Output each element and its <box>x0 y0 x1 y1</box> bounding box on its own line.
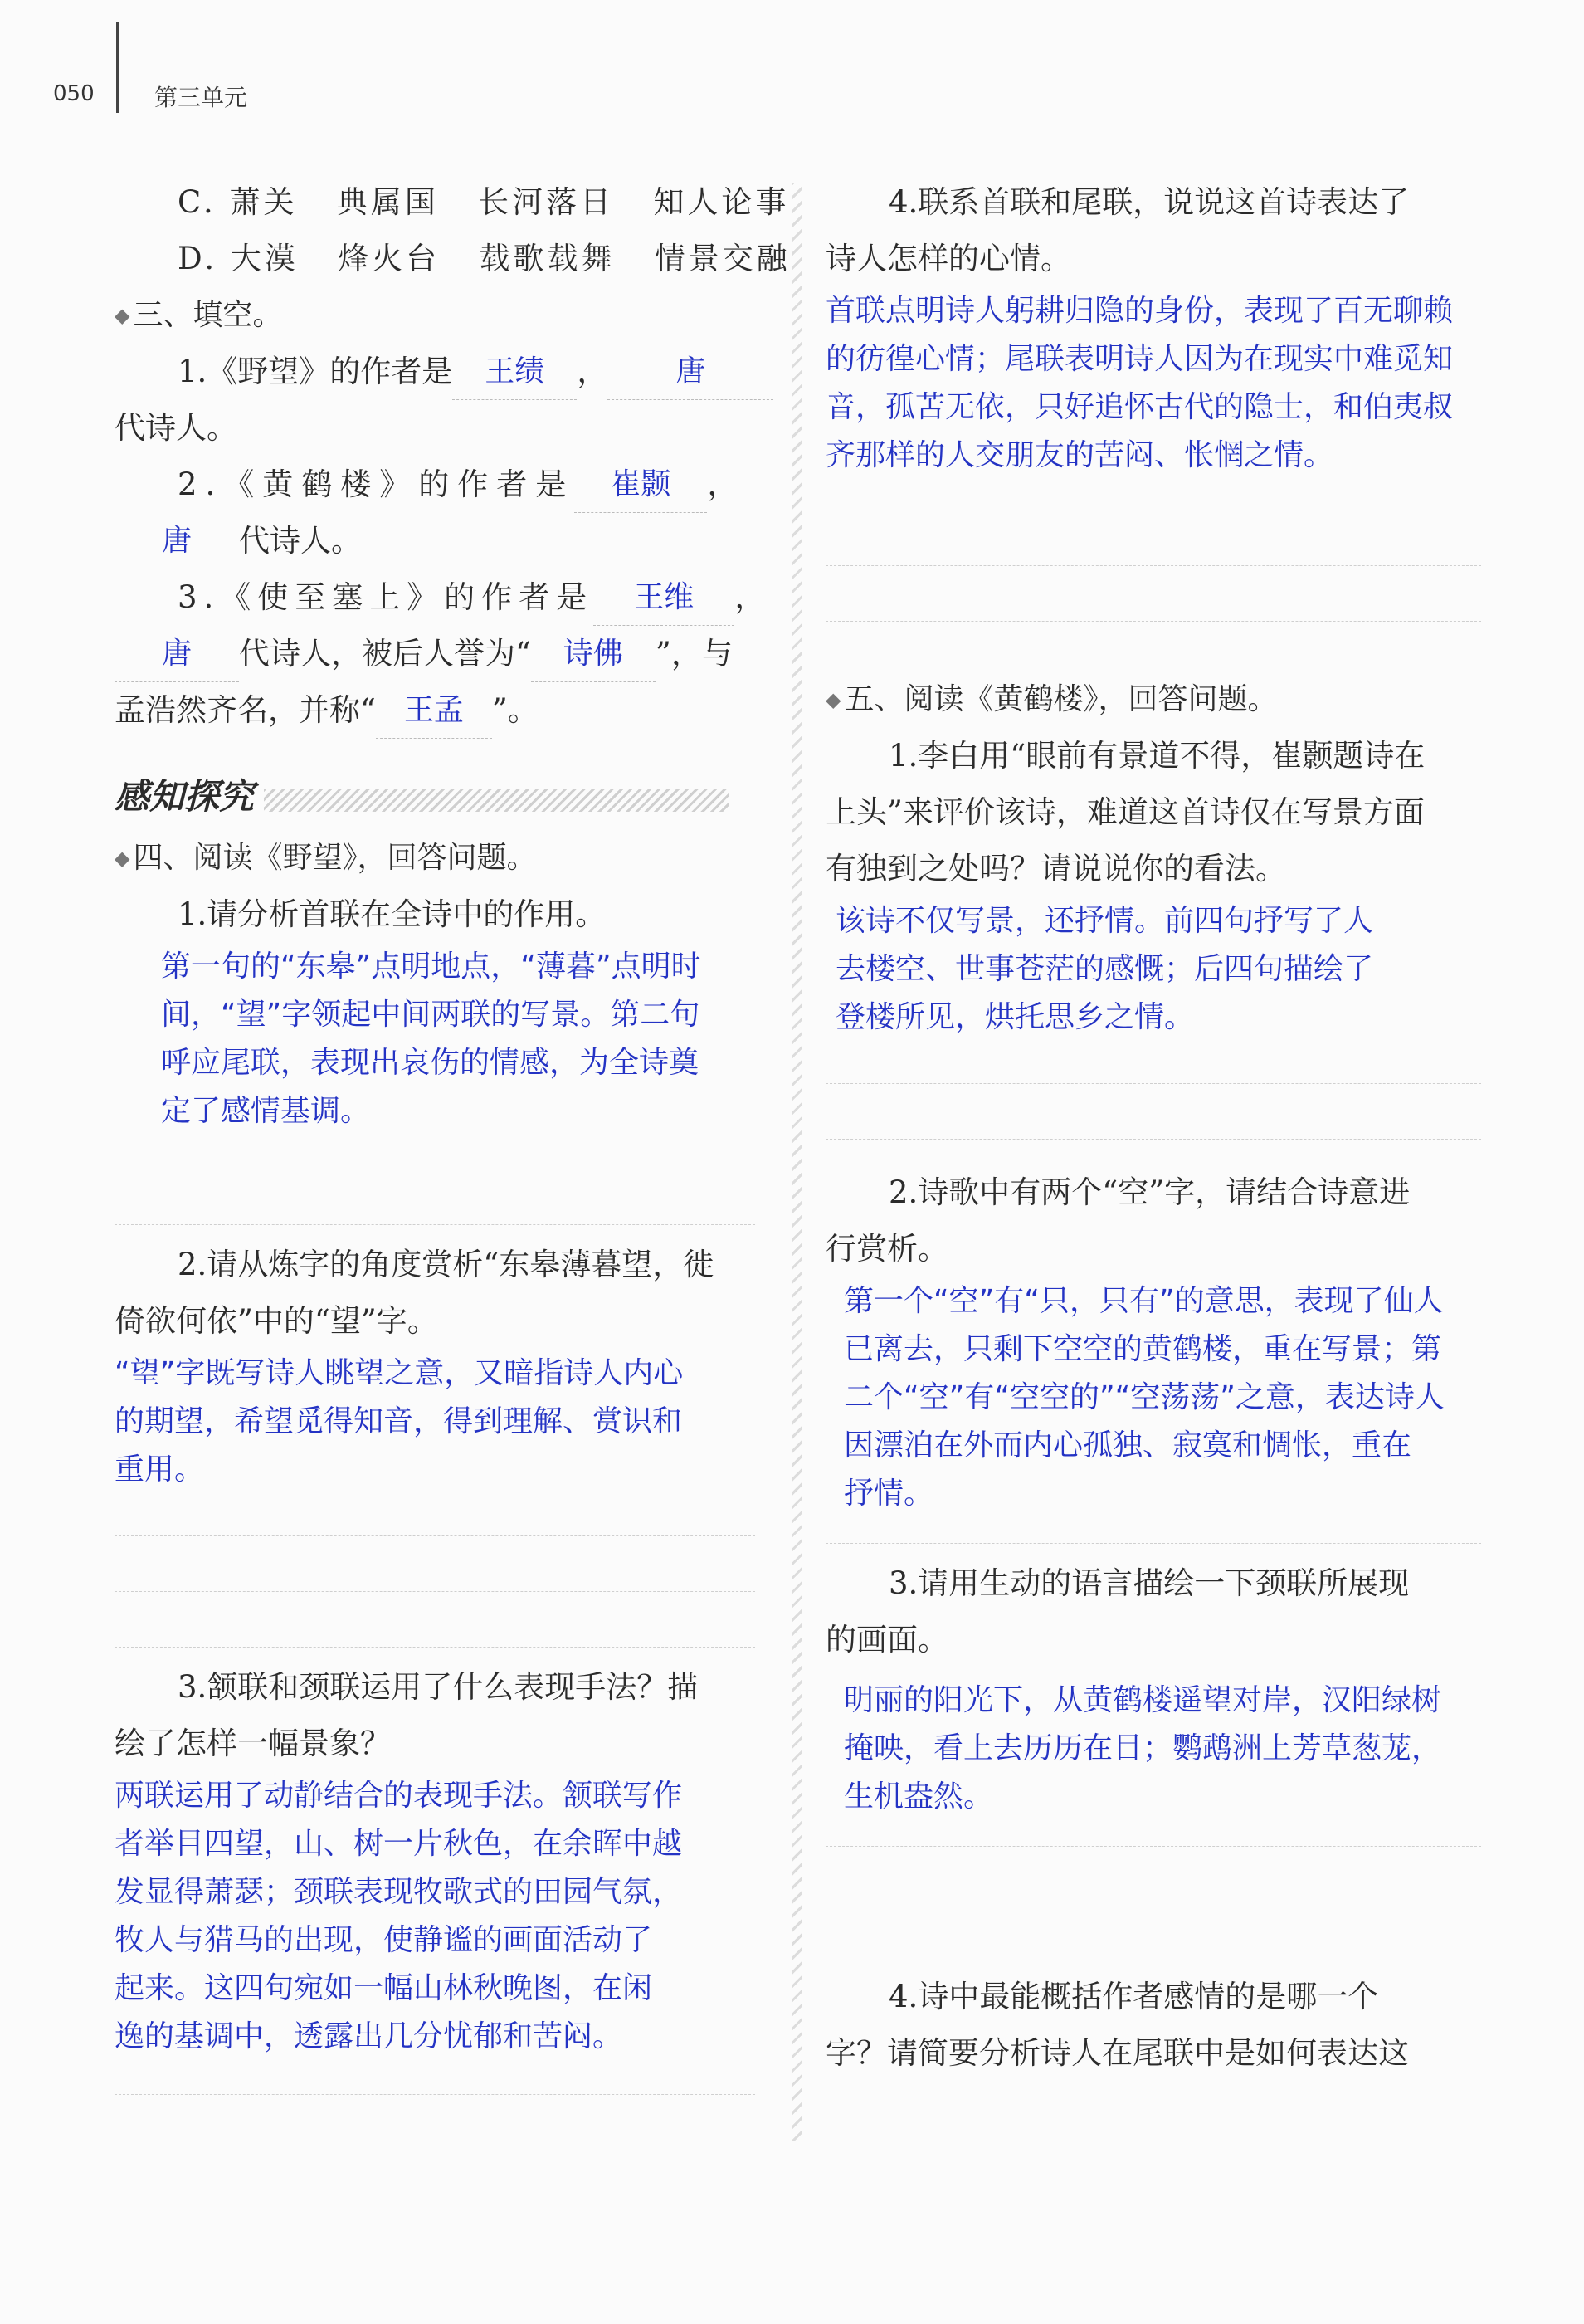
read1-a1: 第一句的“东皋”点明地点，“薄暮”点明时 间，“望”字领起中间两联的写景。第二句 呼应尾联，表现出哀伤的情感，为全诗奠 定了感情基调。 <box>161 950 701 1128</box>
fill-blank-author-3[interactable]: 王维 <box>593 580 734 626</box>
read1-q3-line1: 3.颔联和颈联运用了什么表现手法？描 <box>178 1669 699 1705</box>
fill-q2-cont: 唐 代诗人。 <box>115 513 755 569</box>
read2-section-heading: ◆ 五、阅读《黄鹤楼》，回答问题。 <box>826 682 1278 716</box>
read2-a3: 明丽的阳光下，从黄鹤楼遥望对岸，汉阳绿树 掩映，看上去历历在目；鹦鹉洲上芳草葱茏， 生机盎然。 <box>844 1683 1442 1814</box>
read2-q3-line2: 的画面。 <box>826 1622 948 1658</box>
fill-blank-author-2[interactable]: 崔颢 <box>574 467 707 513</box>
right-column <box>826 174 1481 2082</box>
fill-q3-cont: 唐 代诗人，被后人誉为“ 诗佛 ”，与 <box>115 626 755 682</box>
diamond-icon: ◆ <box>826 688 841 711</box>
option-c: C. 萧关 典属国 长河落日 知人论事 <box>178 184 790 220</box>
diamond-icon: ◆ <box>115 847 130 870</box>
read2-q4-line1: 4.诗中最能概括作者感情的是哪一个 <box>889 1979 1379 2014</box>
read2-q1-line2: 上头”来评价该诗，难道这首诗仅在写景方面 <box>826 794 1425 830</box>
read2-a1: 该诗不仅写景，还抒情。前四句抒写了人 去楼空、世事苍茫的感慨；后四句描绘了 登楼所见，烘托思乡之情。 <box>836 904 1374 1034</box>
read1-q2-line1: 2.请从炼字的角度赏析“东皋薄暮望，徙 <box>178 1247 714 1282</box>
read1-a4: 首联点明诗人躬耕归隐的身份，表现了百无聊赖 的彷徨心情；尾联表明诗人因为在现实中难觅知 音，孤苦无依，只好追怀古代的隐士，和伯夷叔 齐那样的人交朋友的苦闷、怅惘之情。 <box>826 294 1454 472</box>
header-divider <box>116 22 119 113</box>
fill-blank-author-1[interactable]: 王绩 <box>452 354 577 400</box>
heading-stripes <box>264 788 729 812</box>
fill-q1-cont: 代诗人。 <box>115 410 237 446</box>
read2-a2: 第一个“空”有“只，只有”的意思，表现了仙人 已离去，只剩下空空的黄鹤楼，重在写景；第 二个“空”有“空空的”“空荡荡”之意，表达诗人 因漂泊在外而内心孤独、寂寞和惆怅，重在 抒情。 <box>844 1284 1445 1511</box>
read1-q2-line2: 倚欲何依”中的“望”字。 <box>115 1303 438 1339</box>
fill-blank-pair[interactable]: 王孟 <box>376 693 492 739</box>
read1-section-heading: ◆ 四、阅读《野望》，回答问题。 <box>115 841 537 875</box>
read2-q1-line3: 有独到之处吗？请说说你的看法。 <box>826 851 1286 886</box>
read1-a2: “望”字既写诗人眺望之意，又暗指诗人内心 的期望，希望觅得知音，得到理解、赏识和 重用。 <box>115 1356 684 1487</box>
fill-blank-title[interactable]: 诗佛 <box>531 637 656 682</box>
read1-q3-line2: 绘了怎样一幅景象？ <box>115 1726 391 1761</box>
fill-blank-dynasty-2[interactable]: 唐 <box>115 524 239 569</box>
read1-q4-line1: 4.联系首联和尾联，说说这首诗表达了 <box>889 184 1410 220</box>
read2-q1-line1: 1.李白用“眼前有景道不得，崔颢题诗在 <box>889 738 1426 774</box>
fill-q1: 1.《野望》的作者是 王绩 ， 唐 <box>115 344 755 400</box>
read2-q3-line1: 3.请用生动的语言描绘一下颈联所展现 <box>889 1565 1410 1601</box>
column-divider <box>792 183 802 2141</box>
fill-q2: 2.《黄鹤楼》的作者是 崔颢 ， <box>115 456 755 513</box>
read2-q2-line1: 2.诗歌中有两个“空”字，请结合诗意进 <box>889 1174 1411 1210</box>
fill-section-heading: ◆ 三、填空。 <box>115 298 283 332</box>
read2-q2-line2: 行赏析。 <box>826 1231 948 1267</box>
perceive-heading: 感知探究 <box>115 764 755 830</box>
read1-a3: 两联运用了动静结合的表现手法。颔联写作 者举目四望，山、树一片秋色，在余晖中越 发显得萧瑟；颈联表现牧歌式的田园气氛， 牧人与猎马的出现，使静谧的画面活动了 起来。这四句宛如一幅山林秋晚图，在闲 逸的基调中，透露出几分忧郁和苦闷。 <box>115 1779 683 2053</box>
diamond-icon: ◆ <box>115 304 130 327</box>
read1-q4-line2: 诗人怎样的心情。 <box>826 241 1071 276</box>
unit-title: 第三单元 <box>154 84 248 111</box>
fill-blank-dynasty-1[interactable]: 唐 <box>607 354 773 400</box>
fill-q3: 3.《使至塞上》的作者是 王维 ， <box>115 569 755 626</box>
read1-q1: 1.请分析首联在全诗中的作用。 <box>178 896 607 932</box>
fill-blank-dynasty-3[interactable]: 唐 <box>115 637 239 682</box>
left-column <box>115 174 791 2095</box>
page-number: 050 <box>53 81 95 106</box>
read2-q4-line2: 字？请简要分析诗人在尾联中是如何表达这 <box>826 2035 1409 2071</box>
fill-q3-cont2: 孟浩然齐名，并称“ 王孟 ”。 <box>115 682 755 739</box>
option-d: D. 大漠 烽火台 载歌载舞 情景交融 <box>178 241 791 276</box>
